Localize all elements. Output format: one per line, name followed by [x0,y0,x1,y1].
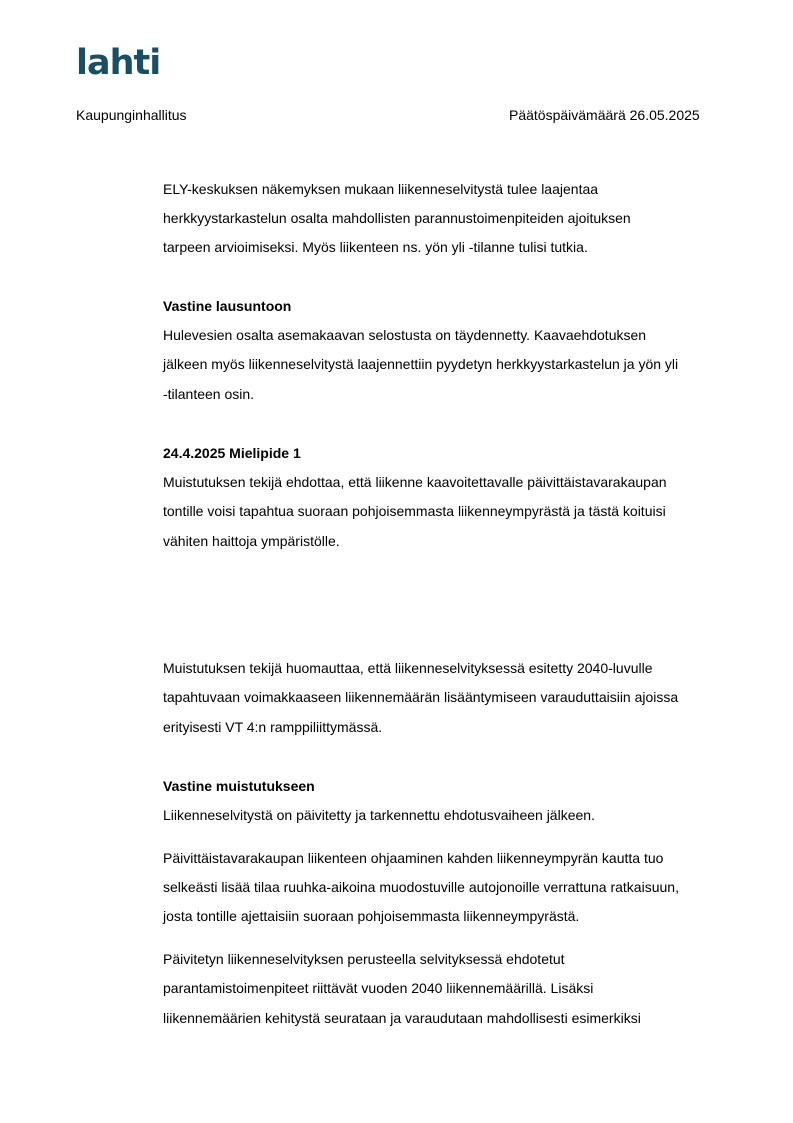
section-heading: Vastine muistutukseen [163,778,315,794]
body-line: -tilanteen osin. [163,386,255,402]
body-line: ELY-keskuksen näkemyksen mukaan liikenneselvitystä tulee laajentaa [163,181,599,197]
body-line: erityisesti VT 4:n ramppiliittymässä. [163,719,383,735]
body-line: Muistutuksen tekijä ehdottaa, että liikenne kaavoitettavalle päivittäistavarakaupan [163,474,667,490]
body-line: Hulevesien osalta asemakaavan selostusta on täydennetty. Kaavaehdotuksen [163,327,647,343]
lahti-logo: lahti [76,43,161,83]
body-line: liikennemäärien kehitystä seurataan ja varaudutaan mahdollisesti esimerkiksi [163,1010,641,1026]
body-line: josta tontille ajettaisiin suoraan pohjoisemmasta liikenneympyrästä. [163,908,580,924]
body-line: herkkyystarkastelun osalta mahdollisten parannustoimenpiteiden ajoituksen [163,210,631,226]
body-line: tontille voisi tapahtua suoraan pohjoisemmasta liikenneympyrästä ja tästä koituisi [163,503,666,519]
body-line: Muistutuksen tekijä huomauttaa, että liikenneselvityksessä esitetty 2040-luvulle [163,660,653,676]
body-line: vähiten haittoja ympäristölle. [163,533,340,549]
body-line: tarpeen arvioimiseksi. Myös liikenteen ns. yön yli -tilanne tulisi tutkia. [163,239,588,255]
body-line: Päivitetyn liikenneselvityksen perusteella selvityksessä ehdotetut [163,951,565,967]
section-heading: 24.4.2025 Mielipide 1 [163,445,301,461]
section-heading: Vastine lausuntoon [163,298,292,314]
body-line: parantamistoimenpiteet riittävät vuoden 2040 liikennemäärillä. Lisäksi [163,980,594,996]
body-line: selkeästi lisää tilaa ruuhka-aikoina muodostuville autojonoille verrattuna ratkaisuun, [163,879,679,895]
body-line: jälkeen myös liikenneselvitystä laajennettiin pyydetyn herkkyystarkastelun ja yön yli [163,356,679,372]
body-line: Liikenneselvitystä on päivitetty ja tarkennettu ehdotusvaiheen jälkeen. [163,807,595,823]
body-line: Päivittäistavarakaupan liikenteen ohjaaminen kahden liikenneympyrän kautta tuo [163,850,664,866]
decision-date: Päätöspäivämäärä 26.05.2025 [509,107,700,123]
body-line: tapahtuvaan voimakkaaseen liikennemäärän lisääntymiseen varauduttaisiin ajoissa [163,689,679,705]
organization-name: Kaupunginhallitus [76,107,187,123]
